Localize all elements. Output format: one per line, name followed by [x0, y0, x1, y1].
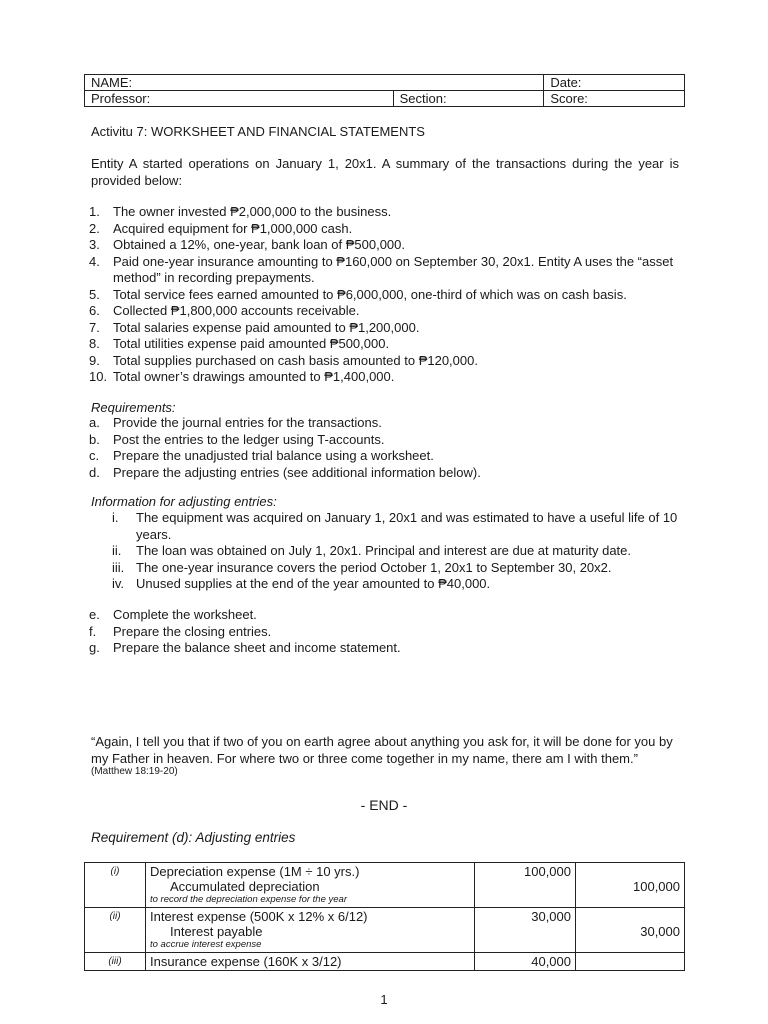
item-text: Total owner’s drawings amounted to ₱1,400,000. — [113, 369, 395, 384]
item-text: Prepare the adjusting entries (see additional information below). — [113, 464, 481, 480]
list-item — [89, 319, 683, 337]
list-item — [89, 369, 683, 386]
entry-ref: (i) — [85, 863, 146, 908]
item-number: 2. — [89, 220, 100, 236]
item-text: Paid one-year insurance amounting to ₱160,000 on September 30, 20x1. Entity A uses the “asset method” in recording prepayments. — [113, 253, 674, 285]
adjusting-entries-table — [84, 862, 685, 971]
list-item — [89, 640, 683, 657]
credit-amount: 100,000 — [633, 879, 680, 894]
professor-cell: Professor: — [85, 91, 394, 107]
debit-account: Interest expense (500K x 12% x 6/12) — [150, 909, 368, 924]
item-text: Total service fees earned amounted to ₱6,000,000, one-third of which was on cash basis. — [113, 286, 627, 302]
date-cell: Date: — [544, 75, 685, 91]
item-text: Prepare the closing entries. — [113, 623, 272, 639]
entry-note: to record the depreciation expense for the year — [150, 894, 347, 905]
list-item — [89, 303, 683, 320]
item-numeral: iv. — [112, 576, 125, 591]
item-letter: c. — [89, 448, 100, 463]
debit-amount: 40,000 — [475, 953, 576, 971]
item-number: 1. — [89, 204, 100, 219]
list-item — [112, 559, 681, 577]
end-marker: - END - — [360, 797, 408, 813]
list-item — [89, 607, 683, 624]
requirements-list-continued — [89, 607, 683, 657]
intro-paragraph: Entity A started operations on January 1, 20x1. A summary of the transactions during the year is provided below: — [91, 156, 679, 188]
list-item — [89, 204, 683, 221]
entry-accounts — [146, 863, 475, 908]
list-item — [89, 464, 683, 482]
entry-accounts — [146, 953, 475, 971]
debit-account: Insurance expense (160K x 3/12) — [150, 954, 342, 969]
entry-ref: (iii) — [85, 953, 146, 971]
item-text: Prepare the balance sheet and income statement. — [113, 640, 401, 655]
transaction-list — [89, 204, 683, 386]
debit-amount: 100,000 — [475, 863, 576, 908]
credit-amount — [576, 953, 685, 971]
item-letter: d. — [89, 464, 100, 480]
item-text: Prepare the unadjusted trial balance using a worksheet. — [113, 448, 434, 463]
name-cell: NAME: — [85, 75, 544, 91]
item-letter: f. — [89, 623, 97, 639]
list-item — [89, 448, 683, 465]
answer-heading: Requirement (d): Adjusting entries — [91, 830, 296, 845]
quote-citation: (Matthew 18:19-20) — [91, 766, 178, 777]
student-info-table — [84, 74, 685, 107]
item-text: Complete the worksheet. — [113, 607, 257, 622]
credit-amount-cell — [576, 908, 685, 953]
entry-note: to accrue interest expense — [150, 939, 262, 950]
credit-account: Accumulated depreciation — [170, 879, 320, 894]
page-number: 1 — [380, 992, 388, 1007]
item-text: Total supplies purchased on cash basis amounted to ₱120,000. — [113, 352, 478, 368]
item-text: Unused supplies at the end of the year amounted to ₱40,000. — [136, 576, 491, 591]
item-numeral: iii. — [112, 559, 125, 575]
list-item — [89, 415, 683, 432]
item-number: 10. — [89, 369, 108, 384]
list-item — [112, 543, 681, 560]
item-text: Post the entries to the ledger using T-accounts. — [113, 431, 385, 447]
requirements-heading: Requirements: — [91, 400, 176, 415]
item-letter: g. — [89, 640, 100, 655]
requirements-list — [89, 415, 683, 481]
item-letter: b. — [89, 431, 100, 447]
list-item — [89, 253, 683, 287]
bible-quote: “Again, I tell you that if two of you on earth agree about anything you ask for, it will be done for you by my Father in heaven. For where two or three come together in my name, there am I with them.” — [91, 734, 673, 766]
list-item — [89, 220, 683, 238]
adjusting-info-heading: Information for adjusting entries: — [91, 494, 277, 509]
item-letter: e. — [89, 607, 100, 622]
entry-ref: (ii) — [85, 908, 146, 953]
activity-title: Activitu 7: WORKSHEET AND FINANCIAL STATEMENTS — [91, 124, 425, 139]
list-item — [89, 352, 683, 370]
item-number: 7. — [89, 319, 100, 335]
item-number: 8. — [89, 336, 100, 351]
item-text: The one-year insurance covers the period October 1, 20x1 to September 30, 20x2. — [136, 559, 612, 575]
item-text: The loan was obtained on July 1, 20x1. Principal and interest are due at maturity date. — [136, 543, 632, 558]
table-row — [85, 863, 685, 908]
item-text: Obtained a 12%, one-year, bank loan of ₱500,000. — [113, 237, 405, 252]
list-item — [89, 623, 683, 641]
item-numeral: i. — [112, 510, 119, 525]
debit-account: Depreciation expense (1M ÷ 10 yrs.) — [150, 864, 360, 879]
item-text: The owner invested ₱2,000,000 to the business. — [113, 204, 392, 219]
debit-amount: 30,000 — [475, 908, 576, 953]
adjusting-info-list — [112, 510, 681, 593]
section-cell: Section: — [393, 91, 544, 107]
item-number: 4. — [89, 253, 100, 269]
item-text: Total utilities expense paid amounted ₱500,000. — [113, 336, 390, 351]
item-text: The equipment was acquired on January 1, 20x1 and was estimated to have a useful life of 10 years. — [136, 510, 678, 542]
table-row — [85, 953, 685, 971]
list-item — [89, 336, 683, 353]
item-text: Provide the journal entries for the transactions. — [113, 415, 382, 430]
list-item — [89, 286, 683, 304]
item-text: Acquired equipment for ₱1,000,000 cash. — [113, 220, 353, 236]
item-letter: a. — [89, 415, 100, 430]
credit-amount-cell — [576, 863, 685, 908]
credit-amount: 30,000 — [640, 924, 680, 939]
item-number: 5. — [89, 286, 100, 302]
item-number: 9. — [89, 352, 100, 368]
list-item — [112, 576, 681, 593]
item-numeral: ii. — [112, 543, 122, 558]
item-number: 6. — [89, 303, 100, 318]
list-item — [112, 510, 681, 543]
item-text: Collected ₱1,800,000 accounts receivable. — [113, 303, 360, 318]
table-row — [85, 908, 685, 953]
entry-accounts — [146, 908, 475, 953]
item-number: 3. — [89, 237, 100, 252]
list-item — [89, 431, 683, 449]
credit-account: Interest payable — [170, 924, 263, 939]
score-cell: Score: — [544, 91, 685, 107]
list-item — [89, 237, 683, 254]
item-text: Total salaries expense paid amounted to ₱1,200,000. — [113, 319, 420, 335]
